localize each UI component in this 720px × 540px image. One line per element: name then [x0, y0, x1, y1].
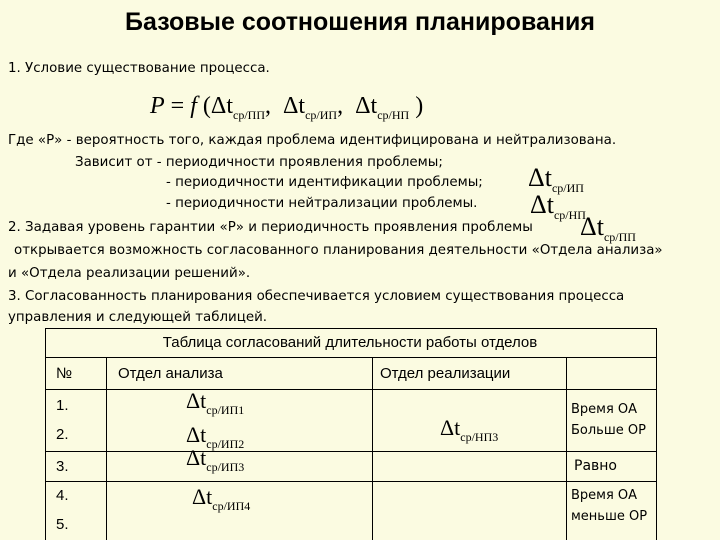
p2-line3: и «Отдела реализации решений». [8, 266, 251, 281]
header-implementation: Отдел реализации [380, 365, 511, 382]
p3-line1: 3. Согласованность планирования обеспечивается условием существования процесса [8, 289, 625, 304]
main-formula: P = f ($\Delta t_{ср/ПП}$, $\Delta t_{ср/ИП}$, $\Delta t_{ср/НП}$ ) [150, 93, 424, 122]
delta-t-ip4: $\Delta t_{ср/ИП4}$ [192, 484, 251, 513]
table-column-divider [372, 357, 373, 540]
note-equal: Равно [574, 458, 617, 474]
ident-line: - периодичности идентификации проблемы; [166, 175, 483, 190]
row-number: 2. [56, 426, 69, 443]
table-column-divider [106, 357, 107, 540]
p2-line2: открывается возможность согласованного планирования деятельности «Отдела анализа» [14, 243, 663, 258]
delta-t-ip3: $\Delta t_{ср/ИП3}$ [186, 445, 245, 474]
delta-t-ip2: $\Delta t_{ср/ИП2}$ [186, 422, 245, 451]
delta-t-ip1: $\Delta t_{ср/ИП1}$ [186, 388, 245, 417]
row-number: 1. [56, 397, 69, 414]
note-less-line2: меньше ОР [571, 509, 648, 524]
header-number: № [56, 365, 73, 382]
delta-t-np3: $\Delta t_{ср/НП3}$ [440, 415, 499, 444]
condition-heading: 1. Условие существование процесса. [8, 61, 270, 76]
note-greater-line1: Время ОА [571, 402, 638, 417]
row-number: 4. [56, 487, 69, 504]
note-greater-line2: Больше ОР [571, 423, 646, 438]
table-title: Таблица согласований длительности работы отделов [162, 334, 538, 351]
row-number: 5. [56, 516, 69, 533]
page-title: Базовые соотношения планирования [125, 8, 595, 36]
depends-line: Зависит от - периодичности проявления проблемы; [75, 155, 443, 170]
table-column-divider [566, 357, 567, 540]
row-number: 3. [56, 458, 69, 475]
neutr-line: - периодичности нейтрализации проблемы. [166, 196, 478, 211]
delta-t-pp-symbol: $\Delta t_{ср/ПП}$ [580, 212, 636, 244]
p3-line2: управления и следующей таблицей. [8, 310, 268, 325]
delta-t-np-symbol: $\Delta t_{ср/НП}$ [530, 190, 586, 222]
note-less-line1: Время ОА [571, 488, 638, 503]
header-analysis: Отдел анализа [118, 365, 223, 382]
probability-definition: Где «Р» - вероятность того, каждая проблема идентифицирована и нейтрализована. [8, 133, 617, 148]
p2-line1: 2. Задавая уровень гарантии «Р» и периодичность проявления проблемы [8, 220, 533, 235]
delta-t-ip-symbol: $\Delta t_{ср/ИП}$ [528, 163, 584, 195]
